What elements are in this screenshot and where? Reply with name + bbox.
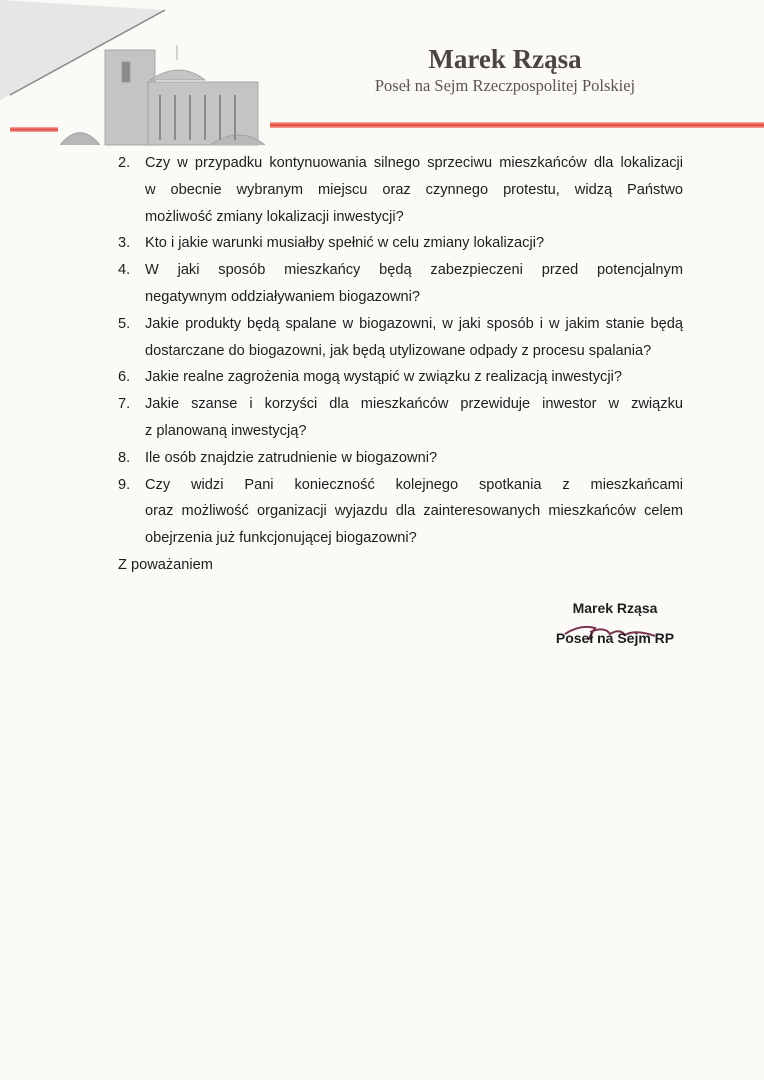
letterhead-rule-left (10, 127, 58, 132)
question-text-line: dostarczane do biogazowni, jak będą utylizowane odpady z procesu spalania? (145, 342, 652, 359)
question-list (118, 150, 683, 552)
letterhead-subtitle: Poseł na Sejm Rzeczpospolitej Polskiej (374, 76, 636, 95)
signature-block (540, 600, 690, 646)
question-text-line: oraz możliwość organizacji wyjazdu dla zainteresowanych mieszkańców celem (145, 503, 683, 520)
question-text-line: Kto i jakie warunki musiałby spełnić w celu zmiany lokalizacji? (145, 235, 545, 252)
question-number: 6. (118, 369, 131, 386)
question-text-line: Jakie realne zagrożenia mogą wystąpić w związku z realizacją inwestycji? (145, 369, 622, 386)
signature-name: Marek Rząsa (572, 600, 658, 616)
question-number: 7. (118, 396, 131, 413)
question-item (118, 364, 683, 391)
question-text-line: w obecnie wybranym miejscu oraz czynnego protestu, widzą Państwo (145, 181, 683, 198)
question-item (118, 445, 683, 472)
question-item (118, 230, 683, 257)
question-text-line: W jaki sposób mieszkańcy będą zabezpieczeni przed potencjalnym (145, 262, 683, 279)
closing: Z poważaniem (118, 556, 213, 573)
question-text-line: Czy widzi Pani konieczność kolejnego spotkania z mieszkańcami (145, 476, 683, 493)
question-text-line: z planowaną inwestycją? (145, 422, 307, 439)
question-item (118, 311, 683, 365)
question-item (118, 150, 683, 230)
letterhead-rule-right (270, 122, 764, 128)
question-item (118, 472, 683, 552)
question-number: 5. (118, 315, 131, 332)
sejm-building-logo (60, 40, 270, 150)
question-text-line: Ile osób znajdzie zatrudnienie w biogazowni? (145, 449, 438, 466)
question-item (118, 257, 683, 311)
question-number: 9. (118, 476, 131, 493)
question-number: 3. (118, 235, 131, 252)
question-number: 2. (118, 155, 131, 171)
question-text-line: obejrzenia już funkcjonującej biogazowni? (145, 530, 417, 547)
letterhead-name: Marek Rząsa (428, 44, 582, 74)
signature-title: Poseł na Sejm RP (555, 630, 675, 646)
letter-body (118, 150, 683, 579)
question-number: 8. (118, 449, 131, 466)
question-text-line: Czy w przypadku kontynuowania silnego sprzeciwu mieszkańców dla lokalizacji (145, 155, 683, 171)
question-text-line: Jakie szanse i korzyści dla mieszkańców przewiduje inwestor w związku (145, 396, 683, 413)
question-text-line: możliwość zmiany lokalizacji inwestycji? (145, 208, 404, 225)
question-number: 4. (118, 262, 131, 279)
question-item (118, 391, 683, 445)
question-text-line: negatywnym oddziaływaniem biogazowni? (145, 288, 421, 305)
question-text-line: Jakie produkty będą spalane w biogazowni, w jaki sposób i w jakim stanie będą (145, 315, 683, 332)
